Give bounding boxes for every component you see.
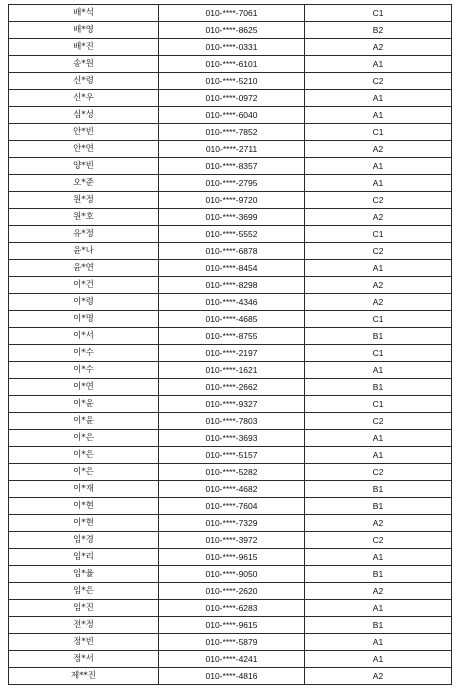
name-cell: 윤*연 <box>9 260 159 277</box>
phone-cell: 010-****-9615 <box>159 617 305 634</box>
phone-cell: 010-****-7604 <box>159 498 305 515</box>
phone-cell: 010-****-7803 <box>159 413 305 430</box>
table-row <box>9 192 452 209</box>
grade-cell: A1 <box>305 430 452 447</box>
phone-cell: 010-****-3699 <box>159 209 305 226</box>
name-cell: 정*빈 <box>9 634 159 651</box>
phone-cell: 010-****-5282 <box>159 464 305 481</box>
name-cell: 이*현 <box>9 515 159 532</box>
table-row <box>9 73 452 90</box>
table-row <box>9 583 452 600</box>
name-cell: 이*명 <box>9 311 159 328</box>
name-cell: 배*석 <box>9 5 159 22</box>
grade-cell: A1 <box>305 260 452 277</box>
name-cell: 원*정 <box>9 192 159 209</box>
name-cell: 이*수 <box>9 362 159 379</box>
table-row <box>9 532 452 549</box>
grade-cell: A1 <box>305 362 452 379</box>
phone-cell: 010-****-6283 <box>159 600 305 617</box>
table-row <box>9 158 452 175</box>
name-cell: 정*서 <box>9 651 159 668</box>
table-row <box>9 90 452 107</box>
table-row <box>9 634 452 651</box>
table-row <box>9 447 452 464</box>
grade-cell: A1 <box>305 634 452 651</box>
roster-table-body <box>9 5 452 685</box>
grade-cell: C1 <box>305 345 452 362</box>
name-cell: 임*율 <box>9 566 159 583</box>
name-cell: 이*재 <box>9 481 159 498</box>
grade-cell: A1 <box>305 600 452 617</box>
phone-cell: 010-****-4241 <box>159 651 305 668</box>
grade-cell: A2 <box>305 39 452 56</box>
name-cell: 이*령 <box>9 294 159 311</box>
grade-cell: A1 <box>305 175 452 192</box>
grade-cell: B1 <box>305 379 452 396</box>
grade-cell: A1 <box>305 90 452 107</box>
name-cell: 임*경 <box>9 532 159 549</box>
table-row <box>9 600 452 617</box>
table-row <box>9 226 452 243</box>
grade-cell: A2 <box>305 583 452 600</box>
phone-cell: 010-****-5210 <box>159 73 305 90</box>
table-row <box>9 379 452 396</box>
grade-cell: A2 <box>305 209 452 226</box>
table-row <box>9 175 452 192</box>
phone-cell: 010-****-1621 <box>159 362 305 379</box>
phone-cell: 010-****-8357 <box>159 158 305 175</box>
table-row <box>9 5 452 22</box>
table-row <box>9 481 452 498</box>
name-cell: 오*준 <box>9 175 159 192</box>
grade-cell: A1 <box>305 56 452 73</box>
phone-cell: 010-****-5157 <box>159 447 305 464</box>
name-cell: 이*수 <box>9 345 159 362</box>
table-row <box>9 668 452 685</box>
table-row <box>9 56 452 73</box>
name-cell: 원*호 <box>9 209 159 226</box>
grade-cell: A1 <box>305 158 452 175</box>
grade-cell: A1 <box>305 549 452 566</box>
name-cell: 이*은 <box>9 447 159 464</box>
name-cell: 유*정 <box>9 226 159 243</box>
name-cell: 임*은 <box>9 583 159 600</box>
grade-cell: C2 <box>305 532 452 549</box>
table-row <box>9 549 452 566</box>
phone-cell: 010-****-8454 <box>159 260 305 277</box>
table-row <box>9 430 452 447</box>
phone-cell: 010-****-5552 <box>159 226 305 243</box>
phone-cell: 010-****-3972 <box>159 532 305 549</box>
phone-cell: 010-****-5879 <box>159 634 305 651</box>
name-cell: 송*원 <box>9 56 159 73</box>
name-cell: 이*건 <box>9 277 159 294</box>
phone-cell: 010-****-9615 <box>159 549 305 566</box>
phone-cell: 010-****-0972 <box>159 90 305 107</box>
table-row <box>9 294 452 311</box>
name-cell: 이*윤 <box>9 413 159 430</box>
name-cell: 제**진 <box>9 668 159 685</box>
phone-cell: 010-****-8298 <box>159 277 305 294</box>
table-row <box>9 362 452 379</box>
grade-cell: C2 <box>305 243 452 260</box>
phone-cell: 010-****-7061 <box>159 5 305 22</box>
table-row <box>9 243 452 260</box>
phone-cell: 010-****-9050 <box>159 566 305 583</box>
name-cell: 이*서 <box>9 328 159 345</box>
grade-cell: B1 <box>305 617 452 634</box>
table-row <box>9 617 452 634</box>
name-cell: 이*은 <box>9 464 159 481</box>
name-cell: 배*진 <box>9 39 159 56</box>
grade-cell: C2 <box>305 464 452 481</box>
name-cell: 안*연 <box>9 141 159 158</box>
name-cell: 안*빈 <box>9 124 159 141</box>
phone-cell: 010-****-2620 <box>159 583 305 600</box>
name-cell: 이*현 <box>9 498 159 515</box>
grade-cell: C1 <box>305 5 452 22</box>
phone-cell: 010-****-7852 <box>159 124 305 141</box>
table-row <box>9 141 452 158</box>
grade-cell: B1 <box>305 498 452 515</box>
table-row <box>9 107 452 124</box>
table-row <box>9 396 452 413</box>
table-row <box>9 277 452 294</box>
phone-cell: 010-****-3693 <box>159 430 305 447</box>
table-row <box>9 464 452 481</box>
table-row <box>9 328 452 345</box>
phone-cell: 010-****-8625 <box>159 22 305 39</box>
grade-cell: C1 <box>305 226 452 243</box>
table-row <box>9 345 452 362</box>
phone-cell: 010-****-6040 <box>159 107 305 124</box>
grade-cell: A2 <box>305 294 452 311</box>
table-row <box>9 260 452 277</box>
phone-cell: 010-****-4685 <box>159 311 305 328</box>
phone-cell: 010-****-4346 <box>159 294 305 311</box>
grade-cell: C1 <box>305 396 452 413</box>
grade-cell: B1 <box>305 481 452 498</box>
roster-sheet <box>8 4 451 685</box>
grade-cell: B1 <box>305 328 452 345</box>
name-cell: 배*영 <box>9 22 159 39</box>
grade-cell: A2 <box>305 141 452 158</box>
roster-table <box>8 4 452 685</box>
grade-cell: A2 <box>305 668 452 685</box>
grade-cell: C2 <box>305 73 452 90</box>
phone-cell: 010-****-7329 <box>159 515 305 532</box>
phone-cell: 010-****-2662 <box>159 379 305 396</box>
name-cell: 신*우 <box>9 90 159 107</box>
phone-cell: 010-****-2795 <box>159 175 305 192</box>
name-cell: 임*리 <box>9 549 159 566</box>
phone-cell: 010-****-2711 <box>159 141 305 158</box>
table-row <box>9 22 452 39</box>
grade-cell: C1 <box>305 311 452 328</box>
name-cell: 윤*나 <box>9 243 159 260</box>
phone-cell: 010-****-8755 <box>159 328 305 345</box>
grade-cell: A1 <box>305 447 452 464</box>
grade-cell: C2 <box>305 413 452 430</box>
phone-cell: 010-****-4816 <box>159 668 305 685</box>
name-cell: 전*정 <box>9 617 159 634</box>
table-row <box>9 515 452 532</box>
grade-cell: B1 <box>305 566 452 583</box>
grade-cell: C2 <box>305 192 452 209</box>
grade-cell: A1 <box>305 651 452 668</box>
table-row <box>9 311 452 328</box>
table-row <box>9 39 452 56</box>
table-row <box>9 209 452 226</box>
grade-cell: C1 <box>305 124 452 141</box>
grade-cell: A2 <box>305 515 452 532</box>
phone-cell: 010-****-9327 <box>159 396 305 413</box>
name-cell: 이*윤 <box>9 396 159 413</box>
name-cell: 임*진 <box>9 600 159 617</box>
table-row <box>9 651 452 668</box>
name-cell: 이*연 <box>9 379 159 396</box>
phone-cell: 010-****-6101 <box>159 56 305 73</box>
name-cell: 양*빈 <box>9 158 159 175</box>
phone-cell: 010-****-0331 <box>159 39 305 56</box>
phone-cell: 010-****-9720 <box>159 192 305 209</box>
name-cell: 신*령 <box>9 73 159 90</box>
table-row <box>9 566 452 583</box>
name-cell: 심*성 <box>9 107 159 124</box>
name-cell: 이*은 <box>9 430 159 447</box>
grade-cell: A1 <box>305 107 452 124</box>
phone-cell: 010-****-6878 <box>159 243 305 260</box>
phone-cell: 010-****-2197 <box>159 345 305 362</box>
table-row <box>9 498 452 515</box>
grade-cell: B2 <box>305 22 452 39</box>
table-row <box>9 124 452 141</box>
table-row <box>9 413 452 430</box>
grade-cell: A2 <box>305 277 452 294</box>
phone-cell: 010-****-4682 <box>159 481 305 498</box>
